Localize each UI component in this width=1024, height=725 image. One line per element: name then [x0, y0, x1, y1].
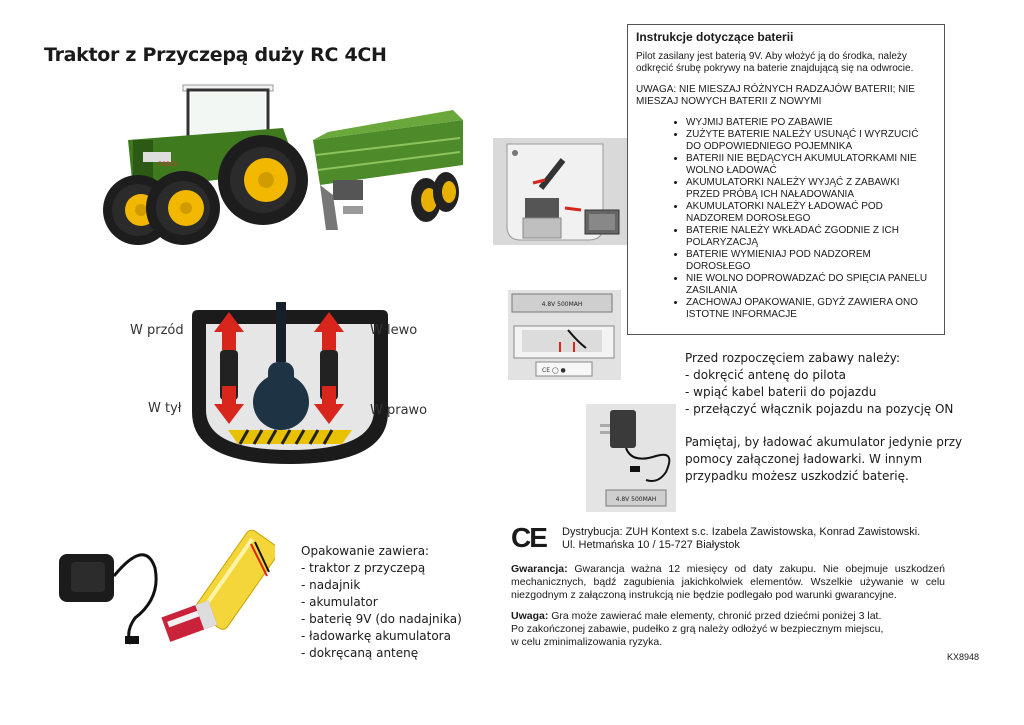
charger-note-line: przypadku możesz uszkodzić baterię. [685, 469, 909, 483]
warranty-section [511, 563, 945, 657]
battery-compartment-image [493, 138, 627, 245]
package-contents-section [301, 543, 462, 662]
distributor-line: Dystrybucja: ZUH Kontext s.c. Izabela Zawistowska, Konrad Zawistowski. [562, 526, 921, 538]
warning-text-line2: Po zakończonej zabawie, pudełko z grą należy odłożyć w bezpiecznym miejscu, [511, 623, 884, 635]
package-item: - traktor z przyczepą [301, 561, 426, 575]
label-back: W tył [148, 401, 182, 416]
label-right: W prawo [370, 403, 428, 418]
label-left: W lewo [370, 323, 418, 338]
controller-diagram [130, 302, 430, 477]
list-item: • AKUMULATORKI NALEŻY ŁADOWAĆ POD NADZOREM DOROSŁEGO [686, 201, 936, 225]
charger-note-line: pomocy załączonej ładowarki. W innym [685, 452, 923, 466]
list-item: • ZACHOWAJ OPAKOWANIE, GDYŻ ZAWIERA ONO ISTOTNE INFORMACJE [686, 297, 936, 321]
package-heading: Opakowanie zawiera: [301, 544, 430, 558]
battery-instructions-box [627, 24, 945, 335]
warning-paragraph [511, 610, 945, 649]
battery-instructions-list [636, 117, 936, 321]
battery-instructions-intro: Pilot zasilany jest baterią 9V. Aby włożyć ją do środka, należy odkręcić śrubę pokrywy na baterie znajdującą się na odwrocie. [636, 51, 914, 74]
tractor-trailer-image [88, 80, 468, 255]
distributor-line: Ul. Hetmańska 10 / 15-727 Białystok [562, 539, 740, 551]
before-play-step: - dokręcić antenę do pilota [685, 368, 847, 382]
before-play-step: - wpiąć kabel baterii do pojazdu [685, 385, 877, 399]
battery-instructions-heading: Instrukcje dotyczące baterii [636, 30, 794, 44]
list-item: • BATERII NIE BĘDĄCYCH AKUMULATORKAMI NIE WOLNO ŁADOWAĆ [686, 153, 936, 177]
list-item: • BATERIE WYMIENIAJ POD NADZOREM DOROSŁEGO [686, 249, 936, 273]
list-item: • NIE WOLNO DOPROWADZAĆ DO SPIĘCIA PANELU ZASILANIA [686, 273, 936, 297]
battery-pack-label: 4.8V 500MAH [541, 301, 583, 308]
warranty-label: Gwarancja: [511, 563, 568, 575]
warranty-text: Gwarancja ważna 12 miesięcy od daty zakupu. Nie obejmuje uszkodzeń mechanicznych, bądź zagubienia jakichkolwiek elementów. Wszelkie używanie w celu niezgodnym z załączoną instrukcją nie będzie podlegało pod warunki gwarancyjne. [511, 563, 945, 601]
warning-label: Uwaga: [511, 610, 549, 622]
product-code: KX8948 [947, 652, 980, 662]
trailer-illustration [313, 110, 463, 230]
list-item: • BATERIE NALEŻY WKŁADAĆ ZGODNIE Z ICH POLARYZACJĄ [686, 225, 936, 249]
ce-mark-logo: CE [511, 522, 546, 553]
tractor-illustration [103, 85, 308, 245]
battery-pack-image [508, 290, 621, 380]
charger-battery-label: 4.8V 500MAH [615, 496, 657, 503]
distributor-info [562, 526, 920, 552]
page-title: Traktor z Przyczepą duży RC 4CH [44, 44, 387, 66]
list-item: • AKUMULATORKI NALEŻY WYJĄĆ Z ZABAWKI PRZED PRÓBĄ ICH NAŁADOWANIA [686, 177, 936, 201]
list-item: • ZUŻYTE BATERIE NALEŻY USUNĄĆ I WYRZUCIĆ DO ODPOWIEDNIEGO POJEMNIKA [686, 129, 936, 153]
battery-instructions-warning: UWAGA: NIE MIESZAJ RÓŻNYCH RADZAJÓW BATERII; NIE MIESZAJ NOWYCH BATERII Z NOWYMI [636, 84, 915, 107]
charger-image [586, 404, 676, 512]
before-play-step: - przełączyć włącznik pojazdu na pozycję ON [685, 402, 954, 416]
package-item: - ładowarkę akumulatora [301, 629, 451, 643]
package-contents-image [55, 528, 275, 656]
before-play-section [685, 350, 962, 485]
package-item: - nadajnik [301, 578, 361, 592]
label-forward: W przód [130, 323, 184, 338]
svg-text:FORCE: FORCE [158, 161, 179, 168]
package-item: - dokręcaną antenę [301, 646, 419, 660]
warning-text-line3: w celu zminimalizowania ryzyka. [511, 636, 663, 648]
package-item: - baterię 9V (do nadajnika) [301, 612, 462, 626]
warning-text: Gra może zawierać małe elementy, chronić przed dziećmi poniżej 3 lat. [548, 610, 882, 622]
warranty-paragraph [511, 563, 945, 602]
svg-text:CE ◯ ●: CE ◯ ● [542, 367, 566, 374]
charger-note-line: Pamiętaj, by ładować akumulator jedynie przy [685, 435, 963, 449]
package-item: - akumulator [301, 595, 378, 609]
list-item: • WYJMIJ BATERIE PO ZABAWIE [686, 117, 936, 129]
before-play-heading: Przed rozpoczęciem zabawy należy: [685, 351, 901, 365]
